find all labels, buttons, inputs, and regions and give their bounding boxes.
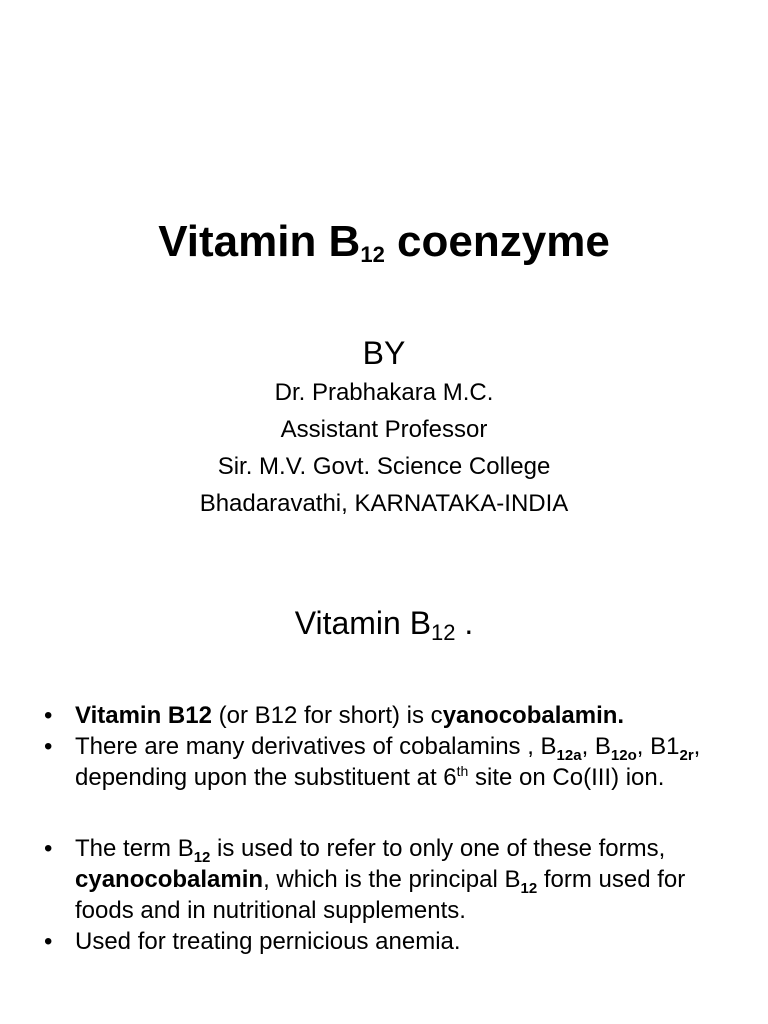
bullet-text: (or B12 for short) is c [211,702,443,729]
by-label: BY [362,335,406,371]
bullet-text: There are many derivatives of cobalamins , B [75,733,557,760]
bullet-dot: • [44,835,53,862]
bullet-text: , B [581,733,611,760]
subscript: 12o [610,747,637,764]
slide-title [0,214,768,270]
bullet-text-bold: yanocobalamin. [442,702,625,729]
subscript: 2r [679,747,694,764]
bullet-text: , depending upon the substituent at 6 [75,733,701,791]
bullet-item [44,926,734,957]
author-position: Assistant Professor [280,416,488,443]
subscript: 12 [520,880,538,897]
bullet-dot: • [44,928,53,955]
bullet-text: site on Co(III) ion. [468,764,665,791]
superscript: th [456,763,469,779]
bullet-dot: • [44,702,53,729]
bullet-text: is used to refer to only one of these forms, [210,835,666,862]
author-block [0,374,768,522]
bullet-text: The term B [75,835,194,862]
title-subscript: 12 [360,242,385,267]
spacer [44,793,734,833]
bullet-list [44,700,734,957]
subtitle-subscript: 12 [431,620,456,645]
title-text-rest: coenzyme [384,217,610,266]
bullet-dot: • [44,733,53,760]
subtitle-text-rest: . [455,605,474,641]
subscript: 12a [556,747,582,764]
bullet-text-bold: Vitamin B12 [75,702,212,729]
bullet-text-bold: cyanocobalamin [75,866,264,893]
subtitle-text: Vitamin B [294,605,432,641]
slide-subtitle [0,603,768,643]
slide-vitamin-b12 [0,560,768,1024]
author-college: Sir. M.V. Govt. Science College [217,453,551,480]
bullet-text: Used for treating pernicious anemia. [75,928,461,955]
bullet-item [44,731,734,793]
bullet-item [44,700,734,731]
bullet-text: form used for foods and in nutritional supplements. [75,866,686,924]
title-text: Vitamin B [158,217,361,266]
bullet-text: , B1 [636,733,680,760]
bullet-text: , which is the principal B [263,866,521,893]
subscript: 12 [193,849,211,866]
author-location: Bhadaravathi, KARNATAKA-INDIA [199,490,569,517]
bullet-item [44,833,734,926]
author-name: Dr. Prabhakara M.C. [274,379,494,406]
